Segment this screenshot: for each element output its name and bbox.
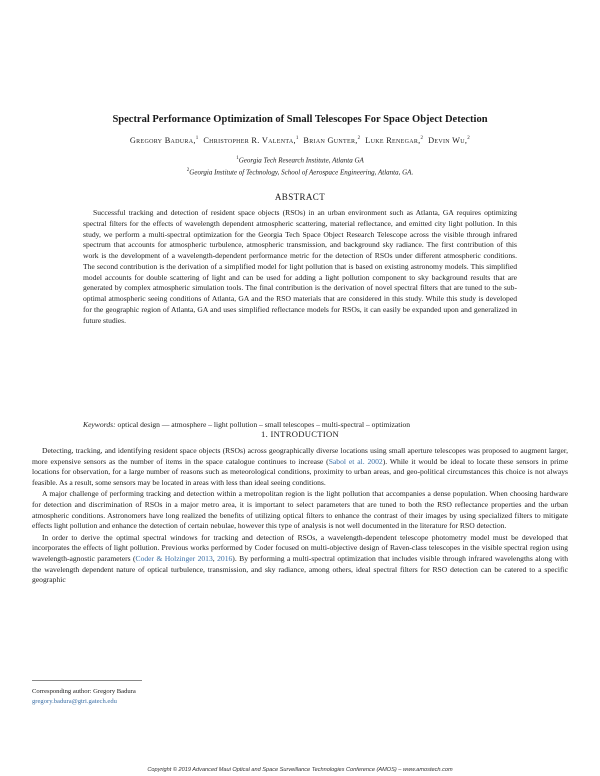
paragraph: In order to derive the optimal spectral windows for tracking and detection of RSOs, a wavelength-dependent telescope photometry model must be developed that incorporates the effects of light pollution. Previous works performed by Coder focused on multi-objective design of Raven-class telescopes in the visible spectral region using wavelength-agnostic parameters (Coder & Holzinger 2013, 2016). By performing a multi-spectral optimization that includes visible through infrared wavelengths along with the wavelength dependent nature of optical turbulence, transmission, and sky radiance, among others, ideal spectral filters for RSO detection can be catered to a specific geographic: [32, 532, 569, 585]
introduction-body: [32, 446, 568, 587]
footnote: [32, 687, 136, 707]
author-list: Gregory Badura,$^1$ Christopher R. Valenta,$^1$ Brian Gunter,$^2$ Luke Renegar,$^2$ Devin Wu,$^2$: [129, 136, 471, 145]
corresponding-author: Corresponding author: Gregory Badura: [32, 688, 136, 695]
paragraph: Detecting, tracking, and identifying resident space objects (RSOs) across geographically diverse locations using small aperture telescopes was proposed to augment larger, more expensive sensors as the number of items in the space catalogue continues to increase (Sabol et al. 2002). While it would be ideal to locate these sensors in prime locations for observation, for a large number of reasons such as meteorological conditions, proximity to urban areas, and geo-political circumstances this choice is not always feasible. As a result, some sensors may be located in areas with less than ideal seeing conditions.: [32, 446, 568, 487]
author-name: Devin Wu,: [428, 136, 468, 145]
affiliation-2: $^2$Georgia Institute of Technology, School of Aerospace Engineering, Atlanta, GA.: [186, 168, 414, 177]
abstract-heading: ABSTRACT: [274, 192, 326, 202]
citation-link[interactable]: Sabol et al. 2002: [328, 456, 383, 466]
footnote-divider: [32, 680, 142, 681]
abstract-text: Successful tracking and detection of resident space objects (RSOs) in an urban environment such as Atlanta, GA requires optimizing spectral filters for the effects of wavelength dependent atmospheric scattering, material reflectance, and emitted city light pollution. In this study, we perform a multi-spectral optimization for the Georgia Tech Space Object Research Telescope across the visible through infrared spectrum that accounts for atmospheric turbulence, atmospheric transmission, and background sky radiance. The first contribution of this work is the development of a wavelength-dependent performance metric for the detection of RSOs under different atmospheric conditions. The second contribution is the derivation of a simplified model for light pollution that is based on existing astronomy models. This simplified model accounts for double scattering of light and can be used for adding a light pollution component to sky background results that are generated by complex atmospheric simulation tools. The final contribution is the derivation of novel spectral filters that are tuned to the sub-optimal atmospheric seeing conditions of Atlanta, GA and the RSO materials that are considered in this study. While this study is developed for the geographic region of Atlanta, GA and uses simplified reflectance models for RSOs, it can easily be expanded upon and generalized in future studies.: [83, 208, 517, 325]
paragraph: A major challenge of performing tracking and detection within a metropolitan region is the light pollution that accompanies a dense population. When choosing hardware for detection and discrimination of RSOs in a major metro area, it is important to select parameters that are tuned to both the RSO reflectance properties and the urban atmospheric conditions. Astronomers have long realized the benefits of utilizing optical filters to enhance the contrast of their images by using specialized filters to mitigate effects light pollution and enhance the detection of certain nebulae, however this type of analysis is not well documented in the literature for RSO detection.: [32, 489, 568, 531]
author-name: Brian Gunter,: [303, 136, 358, 145]
author-name: Christopher R. Valenta,: [203, 136, 296, 145]
citation-link[interactable]: Coder & Holzinger 2013: [135, 553, 213, 563]
author-name: Luke Renegar,: [365, 136, 421, 145]
keywords-list: optical design — atmosphere – light pollution – small telescopes – multi-spectral – optimization: [117, 420, 411, 429]
author-email-link[interactable]: gregory.badura@gtri.gatech.edu: [32, 698, 117, 705]
copyright-footer: Copyright © 2019 Advanced Maui Optical and Space Surveillance Technologies Conference (AMOS) – www.amostech.com: [147, 767, 453, 773]
citation-link[interactable]: 2016: [217, 553, 233, 563]
section-heading-introduction: 1. INTRODUCTION: [260, 429, 340, 439]
author-name: Gregory Badura,: [129, 136, 196, 145]
keywords-label: Keywords:: [83, 420, 116, 429]
affiliation-1: $^1$Georgia Tech Research Institute, Atlanta GA: [236, 156, 364, 165]
paper-title: Spectral Performance Optimization of Small Telescopes For Space Object Detection: [112, 114, 488, 125]
